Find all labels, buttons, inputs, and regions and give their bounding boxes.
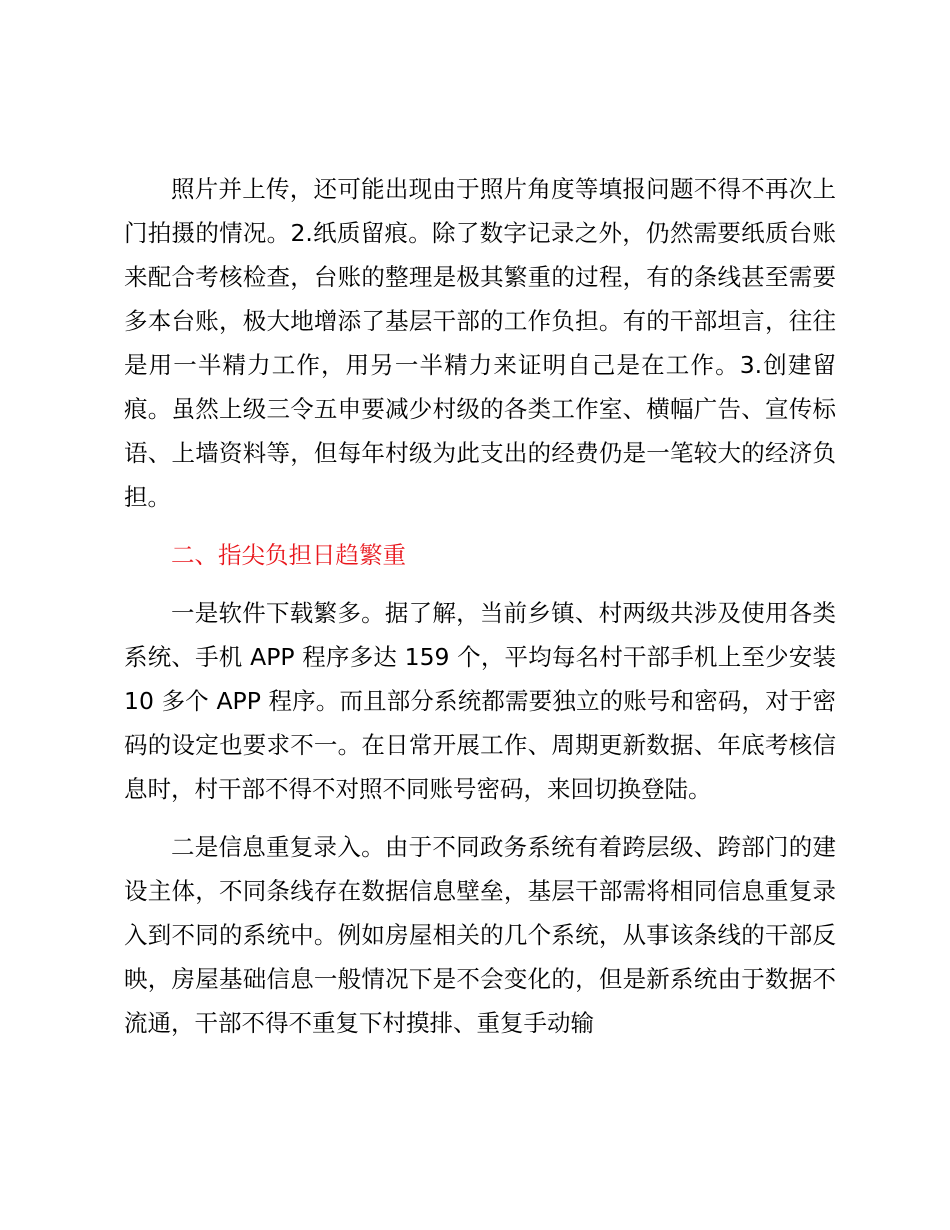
body-paragraph-2: 一是软件下载繁多。据了解，当前乡镇、村两级共涉及使用各类系统、手机 APP 程序多达 159 个，平均每名村干部手机上至少安装 10 多个 APP 程序。而且部分系统都需要独立的账号和密码，对于密码的设定也要求不一。在日常开展工作、周期更新数据、年底考核信息时，村干部不得不对照不同账号密码，来回切换登陆。 bbox=[124, 599, 836, 803]
section-heading: 二、指尖负担日趋繁重 bbox=[171, 541, 406, 569]
body-paragraph-3: 二是信息重复录入。由于不同政务系统有着跨层级、跨部门的建设主体，不同条线存在数据信息壁垒，基层干部需将相同信息重复录入到不同的系统中。例如房屋相关的几个系统，从事该条线的干部反映，房屋基础信息一般情况下是不会变化的，但是新系统由于数据不流通，干部不得不重复下村摸排、重复手动输 bbox=[124, 833, 836, 1037]
document-page bbox=[124, 167, 836, 1045]
body-paragraph-1: 照片并上传，还可能出现由于照片角度等填报问题不得不再次上门拍摄的情况。2.纸质留痕。除了数字记录之外，仍然需要纸质台账来配合考核检查，台账的整理是极其繁重的过程，有的条线甚至需要多本台账，极大地增添了基层干部的工作负担。有的干部坦言，往往是用一半精力工作，用另一半精力来证明自己是在工作。3.创建留痕。虽然上级三令五申要减少村级的各类工作室、横幅广告、宣传标语、上墙资料等，但每年村级为此支出的经费仍是一笔较大的经济负担。 bbox=[124, 175, 836, 511]
